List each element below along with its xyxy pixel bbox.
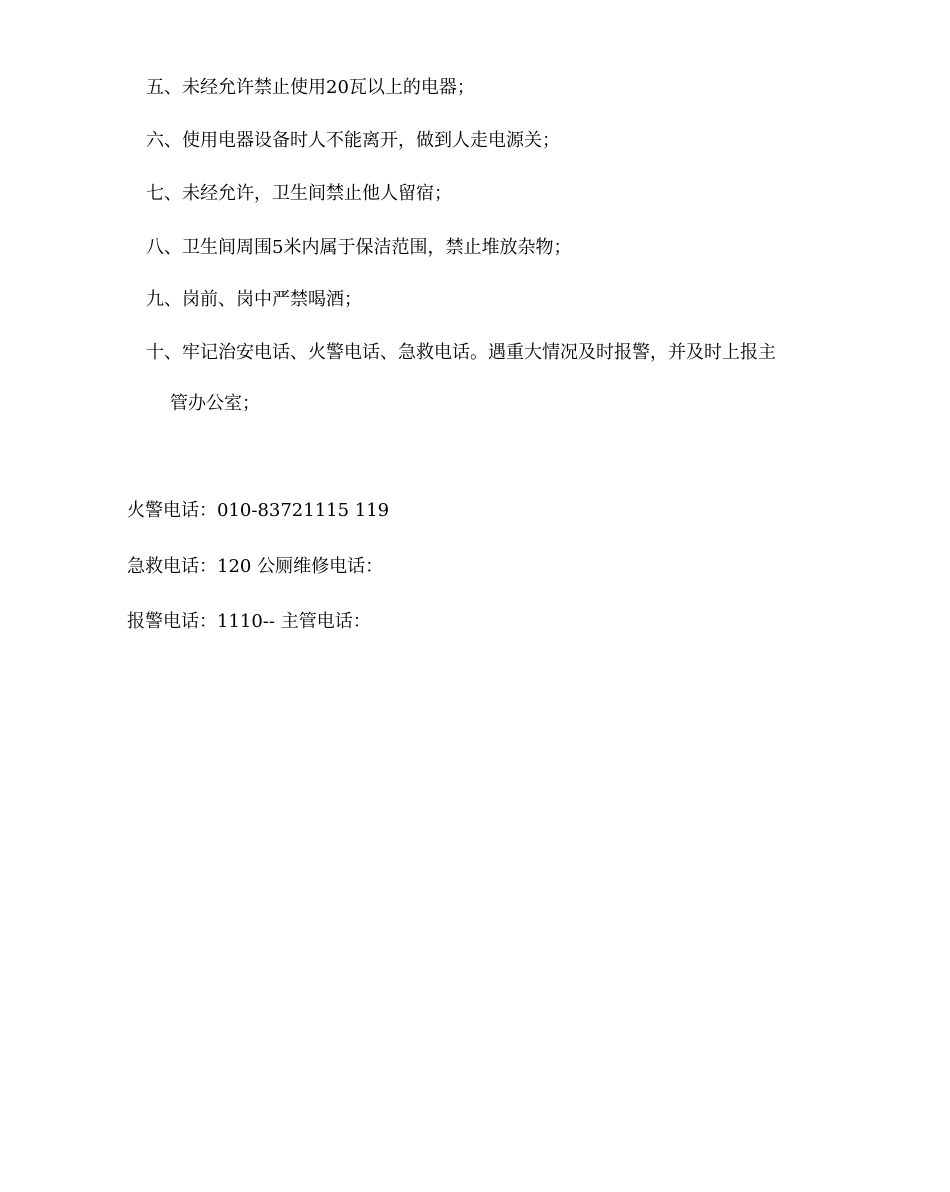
rule-item-9: 九、岗前、岗中严禁喝酒； [146, 289, 362, 310]
rule-item-10: 十、牢记治安电话、火警电话、急救电话。遇重大情况及时报警，并及时上报主 [146, 342, 776, 363]
phone-line-police: 报警电话：1110-- 主管电话： [127, 611, 371, 632]
rule-item-7: 七、未经允许，卫生间禁止他人留宿； [146, 183, 452, 204]
rule-item-5: 五、未经允许禁止使用20瓦以上的电器； [146, 77, 475, 98]
phone-line-fire: 火警电话：010-83721115 119 [127, 500, 390, 521]
rule-item-6: 六、使用电器设备时人不能离开，做到人走电源关； [146, 130, 560, 151]
rule-item-8: 八、卫生间周围5米内属于保洁范围，禁止堆放杂物； [146, 237, 572, 258]
phone-line-emergency: 急救电话：120 公厕维修电话： [127, 556, 384, 577]
rule-item-10-continuation: 管办公室； [170, 393, 260, 414]
